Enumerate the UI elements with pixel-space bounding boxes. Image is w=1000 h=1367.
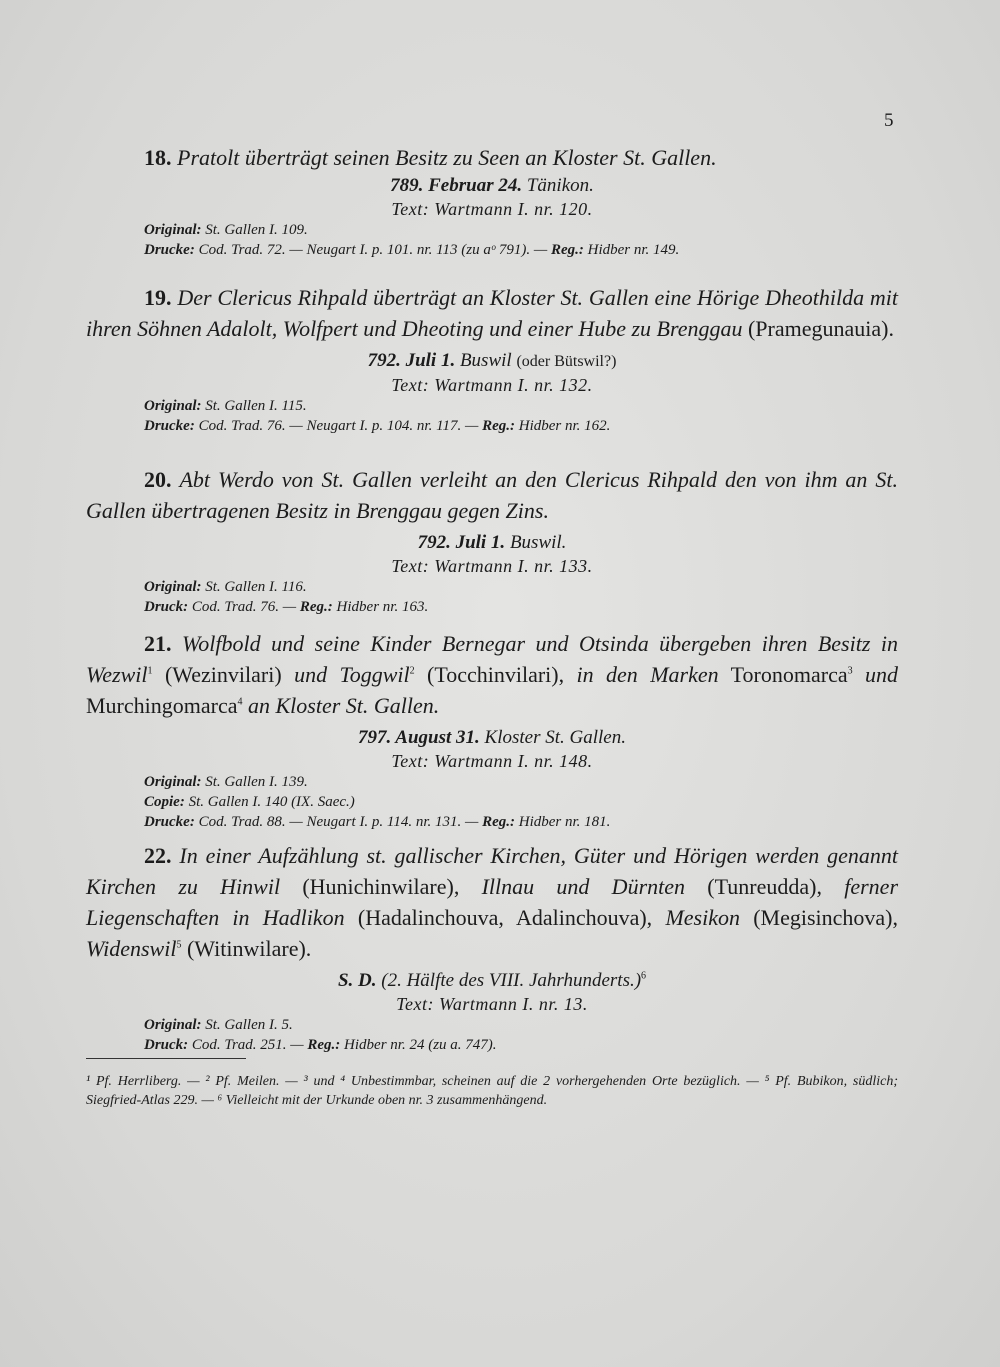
entry-18 <box>86 142 898 260</box>
entry-date: 792. Juli 1. <box>367 350 456 371</box>
footnotes: ¹ Pf. Herrliberg. — ² Pf. Meilen. — ³ und ⁴ Unbestimmbar, scheinen auf die 2 vorhergehenden Orte bezüglich. — ⁵ Pf. Bubikon, südlich; Siegfried-Atlas 229. — ⁶ Vielleicht mit der Urkunde oben nr. 3 zusammenhängend. <box>86 1074 898 1108</box>
entry-place: (2. Hälfte des VIII. Jahrhunderts.) <box>381 970 642 991</box>
entry-number: 21. <box>144 631 172 656</box>
druck-line: Druck: Cod. Trad. 251. — Reg.: Hidber nr. 24 (zu a. 747). <box>144 1037 497 1053</box>
drucke-line: Drucke: Cod. Trad. 76. — Neugart I. p. 104. nr. 117. — Reg.: Hidber nr. 162. <box>144 418 611 434</box>
entry-text-ref: Text: Wartmann I. nr. 120. <box>391 199 593 219</box>
copie-line: Copie: St. Gallen I. 140 (IX. Saec.) <box>144 794 355 810</box>
original-line: Original: St. Gallen I. 5. <box>144 1017 293 1033</box>
entry-21: 21. Wolfbold und seine Kinder Bernegar und Otsinda übergeben ihren Besitz in Wezwil$^1$ (Wezinvilari) und Toggwil$^2$ (Tocchinvilari), in den Marken Toronomarca$^3$ und Murchingomarca$^4$ an Kloster St. Gallen. 797. August 31. Kloster St. Gallen. Text: Wartmann I. nr. 148. Original: St. Gallen I. 139. Copie: St. Gallen I. 140 (IX. Saec.) Drucke: Cod. Trad. 88. — Neugart I. p. 114. nr. 131. — Reg.: Hidber nr. 181. <box>86 631 899 830</box>
entry-title: Pratolt überträgt seinen Besitz zu Seen an Kloster St. Gallen. <box>177 145 717 170</box>
original-line: Original: St. Gallen I. 115. <box>144 398 307 414</box>
entry-number: 22. <box>144 843 172 868</box>
footnote-divider <box>86 1058 246 1059</box>
entry-place-note: (oder Bütswil?) <box>516 353 617 370</box>
entry-title-latin: (Pramegunauia). <box>747 316 894 341</box>
entry-title: Der Clericus Rihpald überträgt an Kloster St. Gallen eine Hörige Dheothilda mit ihren Söhnen Adalolt, Wolfpert und Dheoting und einer Hube zu Brenggau <box>86 285 899 341</box>
entry-place: Tänikon. <box>526 175 594 196</box>
entry-date: S. D. <box>337 970 377 991</box>
original-line: Original: St. Gallen I. 139. <box>144 774 308 790</box>
entry-title: Abt Werdo von St. Gallen verleiht an den Clericus Rihpald den von ihm an St. Gallen übertragenen Besitz in Brenggau gegen Zins. <box>86 467 899 523</box>
entry-place: Buswil <box>459 350 512 371</box>
entry-text-ref: Text: Wartmann I. nr. 13. <box>396 994 588 1014</box>
entry-20 <box>86 464 898 617</box>
entry-date: 789. Februar 24. <box>390 175 523 196</box>
original-line: Original: St. Gallen I. 116. <box>144 579 307 595</box>
original-line: Original: St. Gallen I. 109. <box>144 222 308 238</box>
entry-date: 797. August 31. <box>358 727 480 748</box>
entry-text-ref: Text: Wartmann I. nr. 148. <box>391 751 593 771</box>
drucke-line: Drucke: Cod. Trad. 88. — Neugart I. p. 114. nr. 131. — Reg.: Hidber nr. 181. <box>144 814 611 830</box>
entry-number: 18. <box>144 145 172 170</box>
entry-19 <box>86 282 898 436</box>
page-number: 5 <box>884 110 894 131</box>
entry-22: 22. In einer Aufzählung st. gallischer Kirchen, Güter und Hörigen werden genannt Kirchen zu Hinwil (Hunichinwilare), Illnau und Dürnten (Tunreudda), ferner Liegenschaften in Hadlikon (Hadalinchouva, Adalinchouva), Mesikon (Megisinchova), Widenswil$^5$ (Witinwilare). S. D. (2. Hälfte des VIII. Jahrhunderts.)$^6$ Text: Wartmann I. nr. 13. Original: St. Gallen I. 5. Druck: Cod. Trad. 251. — Reg.: Hidber nr. 24 (zu a. 747). <box>86 843 899 1053</box>
entry-date: 792. Juli 1. <box>417 532 506 553</box>
drucke-line: Drucke: Cod. Trad. 72. — Neugart I. p. 101. nr. 113 (zu aᵒ 791). — Reg.: Hidber nr. 149. <box>144 242 680 258</box>
entry-number: 19. <box>144 285 172 310</box>
druck-line: Druck: Cod. Trad. 76. — Reg.: Hidber nr. 163. <box>144 599 429 615</box>
entry-text-ref: Text: Wartmann I. nr. 132. <box>391 375 593 395</box>
entry-number: 20. <box>144 467 172 492</box>
entry-place: Buswil. <box>509 532 567 553</box>
entry-place: Kloster St. Gallen. <box>484 727 626 748</box>
entry-text-ref: Text: Wartmann I. nr. 133. <box>391 556 593 576</box>
